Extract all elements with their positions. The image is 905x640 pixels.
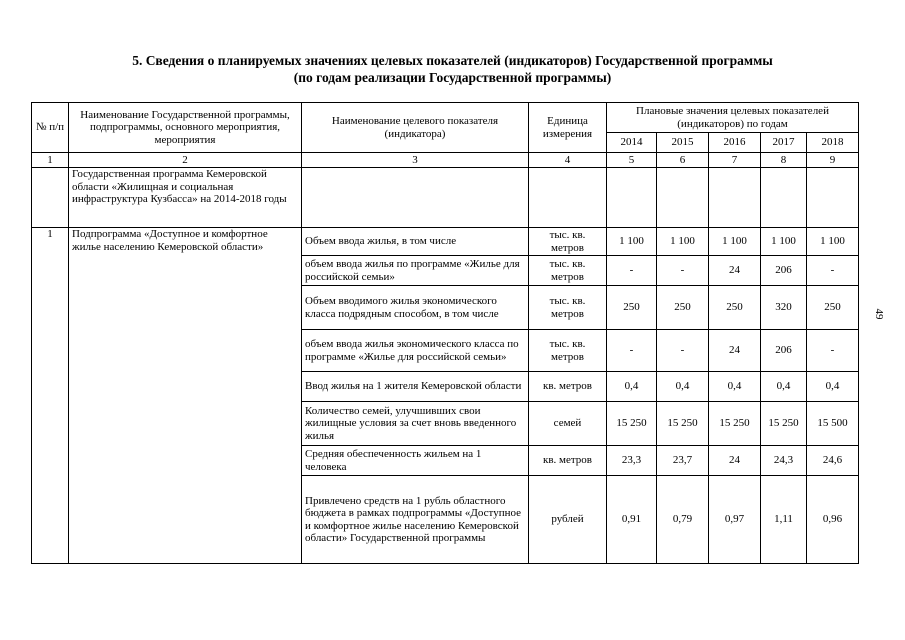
column-number: 9 [807,153,859,168]
indicator-value: - [657,330,709,372]
indicator-name: объем ввода жилья экономического класса по программе «Жилье для российской семьи» [302,330,529,372]
column-number: 1 [32,153,69,168]
indicator-name: Количество семей, улучшивших свои жилищные условия за счет вновь введенного жилья [302,402,529,446]
indicator-value: 15 250 [709,402,761,446]
indicator-value: 24 [709,330,761,372]
indicator-value: 15 250 [761,402,807,446]
column-number: 5 [607,153,657,168]
indicator-value: 0,4 [807,372,859,402]
header-year: 2018 [807,133,859,153]
indicator-value: 320 [761,286,807,330]
subprogram-name: Подпрограмма «Доступное и комфортное жилье населению Кемеровской области» [69,228,302,564]
indicator-name: объем ввода жилья по программе «Жилье для российской семьи» [302,256,529,286]
indicator-name: Привлечено средств на 1 рубль областного бюджета в рамках подпрограммы «Доступное и комфортное жилье населению Кемеровской области» Государственной программы [302,476,529,564]
header-program: Наименование Государственной программы, подпрограммы, основного мероприятия, мероприятия [69,103,302,153]
indicator-value: 15 250 [657,402,709,446]
document-title: 5. Сведения о планируемых значениях целевых показателей (индикаторов) Государственной программы [132,53,773,68]
indicator-value: 206 [761,330,807,372]
column-number: 3 [302,153,529,168]
indicator-value: 250 [709,286,761,330]
header-year: 2017 [761,133,807,153]
indicator-value: 1 100 [657,228,709,256]
header-planned-values: Плановые значения целевых показателей (индикаторов) по годам [607,103,859,133]
indicator-name: Объем ввода жилья, в том числе [302,228,529,256]
indicator-value: 1 100 [807,228,859,256]
header-year: 2016 [709,133,761,153]
program-name: Государственная программа Кемеровской области «Жилищная и социальная инфраструктура Кузбасса» на 2014-2018 годы [69,168,302,228]
column-number: 8 [761,153,807,168]
header-unit: Единица измерения [529,103,607,153]
header-year: 2015 [657,133,709,153]
indicator-value: 206 [761,256,807,286]
subprogram-num: 1 [32,228,69,564]
column-number: 4 [529,153,607,168]
indicator-value: 250 [807,286,859,330]
column-number: 6 [657,153,709,168]
indicator-value: 15 500 [807,402,859,446]
indicator-value: 1 100 [607,228,657,256]
empty-cell [657,168,709,228]
indicator-unit: кв. метров [529,372,607,402]
indicator-value: - [807,256,859,286]
empty-cell [709,168,761,228]
header-year: 2014 [607,133,657,153]
indicator-value: 1 100 [709,228,761,256]
indicator-value: 15 250 [607,402,657,446]
indicator-value: 0,79 [657,476,709,564]
indicator-name: Ввод жилья на 1 жителя Кемеровской области [302,372,529,402]
indicator-value: - [607,330,657,372]
empty-cell [302,168,529,228]
indicator-unit: рублей [529,476,607,564]
indicator-value: 250 [607,286,657,330]
header-indicator: Наименование целевого показателя (индикатора) [302,103,529,153]
indicator-name: Объем вводимого жилья экономического класса подрядным способом, в том числе [302,286,529,330]
indicator-value: 24,6 [807,446,859,476]
header-num: № п/п [32,103,69,153]
page-number: 49 [873,308,885,320]
indicator-value: 0,4 [657,372,709,402]
indicator-value: - [657,256,709,286]
indicator-value: 24 [709,446,761,476]
indicator-value: 0,4 [607,372,657,402]
indicator-unit: тыс. кв. метров [529,286,607,330]
indicator-value: 24 [709,256,761,286]
indicator-value: 24,3 [761,446,807,476]
indicator-value: 23,3 [607,446,657,476]
indicator-value: - [607,256,657,286]
indicator-value: 250 [657,286,709,330]
indicator-name: Средняя обеспеченность жильем на 1 человека [302,446,529,476]
indicator-value: - [807,330,859,372]
indicator-value: 0,96 [807,476,859,564]
column-number: 7 [709,153,761,168]
indicator-unit: тыс. кв. метров [529,228,607,256]
empty-cell [761,168,807,228]
indicator-value: 0,97 [709,476,761,564]
indicator-unit: тыс. кв. метров [529,330,607,372]
indicator-unit: семей [529,402,607,446]
indicator-value: 1 100 [761,228,807,256]
indicator-value: 1,11 [761,476,807,564]
indicator-value: 0,4 [761,372,807,402]
indicator-unit: тыс. кв. метров [529,256,607,286]
empty-cell [529,168,607,228]
table-row [32,228,859,256]
indicator-value: 0,91 [607,476,657,564]
indicator-value: 0,4 [709,372,761,402]
column-number: 2 [69,153,302,168]
indicator-unit: кв. метров [529,446,607,476]
indicator-value: 23,7 [657,446,709,476]
indicators-table [31,102,859,564]
empty-cell [607,168,657,228]
program-row [32,168,859,228]
empty-cell [807,168,859,228]
program-num [32,168,69,228]
document-subtitle: (по годам реализации Государственной программы) [293,70,612,85]
